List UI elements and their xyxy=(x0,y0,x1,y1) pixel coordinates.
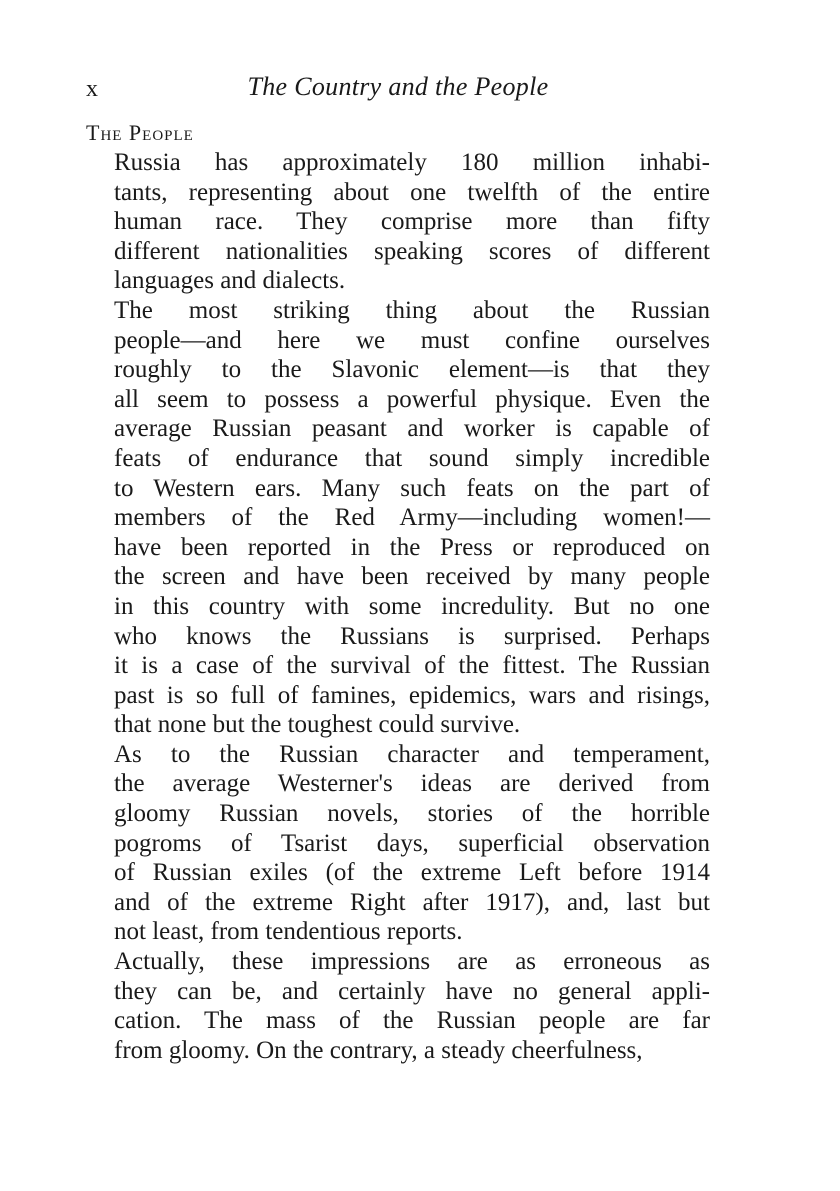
text-line: members of the Red Army—including women!— xyxy=(114,504,710,532)
text-line: Actually, these impressions are as erroneous as xyxy=(114,948,710,976)
text-line: cation. The mass of the Russian people are far xyxy=(114,1007,710,1035)
text-line: that none but the toughest could survive. xyxy=(114,711,521,739)
text-line: gloomy Russian novels, stories of the horrible xyxy=(114,800,710,828)
text-line: The most striking thing about the Russian xyxy=(114,296,710,324)
text-line: feats of endurance that sound simply incredible xyxy=(114,444,710,472)
paragraph xyxy=(86,148,710,296)
text-line: languages and dialects. xyxy=(114,267,346,295)
text-line: have been reported in the Press or reproduced on xyxy=(114,533,710,561)
text-line: it is a case of the survival of the fittest. The Russian xyxy=(114,652,710,680)
text-line: people—and here we must confine ourselves xyxy=(114,326,710,354)
section-heading: The People xyxy=(86,120,194,145)
text-line: the screen and have been received by many people xyxy=(114,563,710,591)
text-line: average Russian peasant and worker is capable of xyxy=(114,415,710,443)
text-line: they can be, and certainly have no general appli- xyxy=(114,977,710,1005)
text-line: past is so full of famines, epidemics, wars and risings, xyxy=(114,681,710,709)
text-line: who knows the Russians is surprised. Perhaps xyxy=(114,622,710,650)
book-page xyxy=(86,68,710,1065)
text-line: human race. They comprise more than fifty xyxy=(114,208,710,236)
paragraph xyxy=(86,740,710,947)
text-line: As to the Russian character and temperament, xyxy=(114,740,710,768)
text-line: tants, representing about one twelfth of the entire xyxy=(114,178,710,206)
text-line: in this country with some incredulity. But no one xyxy=(114,592,710,620)
text-line: roughly to the Slavonic element—is that they xyxy=(114,356,710,384)
text-line: not least, from tendentious reports. xyxy=(114,918,463,946)
paragraph xyxy=(86,947,710,1065)
text-line: of Russian exiles (of the extreme Left before 1914 xyxy=(114,859,710,887)
text-line: to Western ears. Many such feats on the part of xyxy=(114,474,710,502)
text-line: pogroms of Tsarist days, superficial observation xyxy=(114,829,710,857)
text-line: different nationalities speaking scores of different xyxy=(114,237,710,265)
text-line: from gloomy. On the contrary, a steady cheerfulness, xyxy=(114,1036,643,1064)
text-line: Russia has approximately 180 million inhabi- xyxy=(114,149,710,176)
page-number: x xyxy=(86,76,98,102)
paragraph xyxy=(86,296,710,740)
text-line: and of the extreme Right after 1917), and, last but xyxy=(114,888,710,916)
text-line: all seem to possess a powerful physique. Even the xyxy=(114,385,710,413)
text-line: the average Westerner's ideas are derived from xyxy=(114,770,710,798)
page-header xyxy=(86,68,710,112)
running-title: The Country and the People xyxy=(247,72,549,101)
body-text xyxy=(86,148,710,1065)
